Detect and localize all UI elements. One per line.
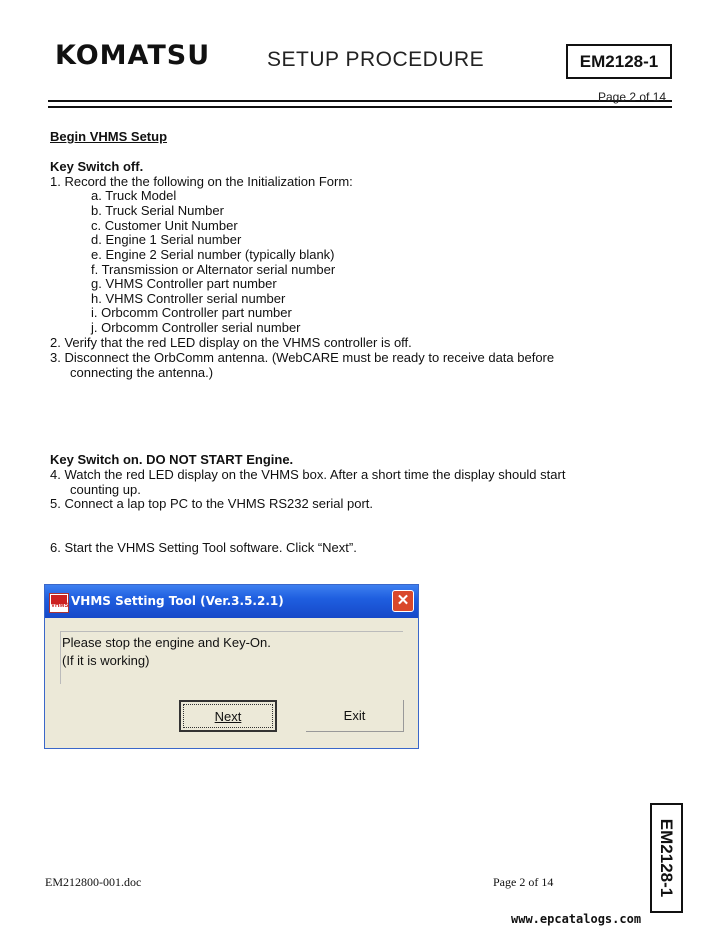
key-on-heading: Key Switch on. DO NOT START Engine. xyxy=(50,452,294,467)
list-item: h. VHMS Controller serial number xyxy=(91,291,286,306)
step-2: 2. Verify that the red LED display on the VHMS controller is off. xyxy=(50,335,412,350)
vhms-setting-dialog xyxy=(44,584,419,749)
page-number-top: Page 2 of 14 xyxy=(598,90,667,104)
step-3-continued: connecting the antenna.) xyxy=(70,365,214,380)
step-4-continued: counting up. xyxy=(70,482,141,497)
dialog-message-line2: (If it is working) xyxy=(62,653,150,668)
procedure-title: SETUP PROCEDURE xyxy=(267,48,485,71)
dialog-titlebar xyxy=(45,585,418,618)
footer-filename: EM212800-001.doc xyxy=(45,875,142,889)
list-item: e. Engine 2 Serial number (typically blank) xyxy=(91,247,335,262)
komatsu-logo: KOMATSU xyxy=(55,40,211,71)
list-item: g. VHMS Controller part number xyxy=(91,276,277,291)
dialog-title: VHMS Setting Tool (Ver.3.5.2.1) xyxy=(71,594,284,608)
side-tab xyxy=(650,803,683,913)
exit-button[interactable] xyxy=(306,700,404,732)
step-4: 4. Watch the red LED display on the VHMS box. After a short time the display should start xyxy=(50,467,566,482)
exit-button-label: Exit xyxy=(343,708,366,723)
website-watermark: www.epcatalogs.com xyxy=(511,912,642,926)
close-button[interactable] xyxy=(392,590,414,612)
section-title: Begin VHMS Setup xyxy=(50,129,168,144)
list-item: f. Transmission or Alternator serial number xyxy=(91,262,336,277)
footer-page: Page 2 of 14 xyxy=(493,875,554,889)
next-button[interactable] xyxy=(179,700,277,732)
side-tab-label: EM2128-1 xyxy=(657,818,677,898)
list-item: b. Truck Serial Number xyxy=(91,203,224,218)
doc-id: EM2128-1 xyxy=(579,51,659,71)
step-3: 3. Disconnect the OrbComm antenna. (WebCARE must be ready to receive data before xyxy=(50,350,555,365)
step-1: 1. Record the the following on the Initialization Form: xyxy=(50,174,353,189)
list-item: i. Orbcomm Controller part number xyxy=(91,305,292,320)
list-item: a. Truck Model xyxy=(91,188,177,203)
step-6: 6. Start the VHMS Setting Tool software. Click “Next”. xyxy=(50,540,357,555)
list-item: d. Engine 1 Serial number xyxy=(91,232,242,247)
list-item: c. Customer Unit Number xyxy=(91,218,238,233)
next-button-label: Next xyxy=(214,708,242,724)
dialog-message-line1: Please stop the engine and Key-On. xyxy=(62,635,271,650)
step-5: 5. Connect a lap top PC to the VHMS RS232 serial port. xyxy=(50,496,374,511)
key-off-heading: Key Switch off. xyxy=(50,159,144,174)
close-icon: ✕ xyxy=(396,592,410,609)
list-item: j. Orbcomm Controller serial number xyxy=(91,320,301,335)
vhms-app-icon: VHMS xyxy=(49,593,69,613)
